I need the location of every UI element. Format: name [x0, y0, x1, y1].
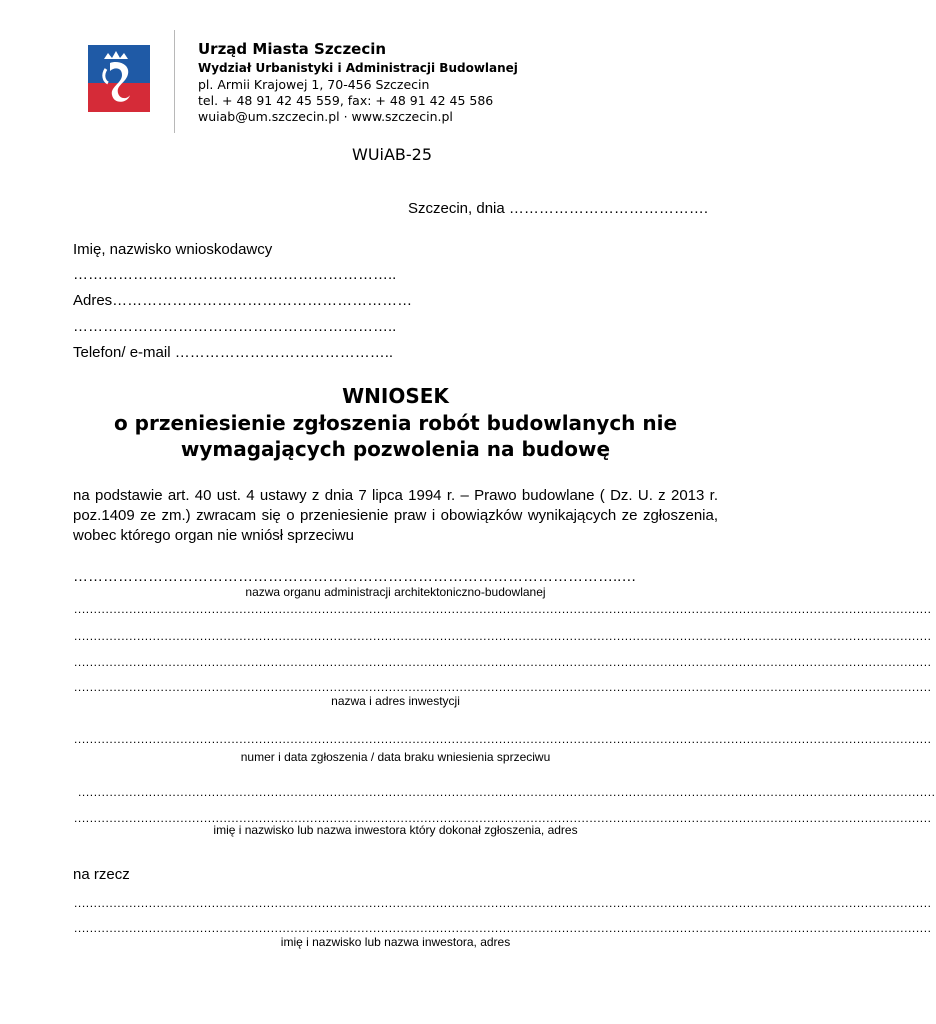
header-divider [174, 30, 175, 133]
city-logo [88, 45, 150, 112]
new-investor-line-2: .......................................................................................................................................................................................................................... [74, 921, 932, 935]
legal-basis-text: na podstawie art. 40 ust. 4 ustawy z dnia 7 lipca 1994 r. – Prawo budowlane ( Dz. U. z 2013 r. poz.1409 ze zm.) zwracam się o przeniesienie praw i obowiązków wynikających ze zgłoszenia, wobec którego organ nie wniósł sprzeciwu [73, 487, 718, 544]
organ-caption: nazwa organu administracji architektoniczno-budowlanej [245, 585, 546, 599]
investment-line-4: .......................................................................................................................................................................................................................... [74, 680, 932, 694]
department-name: Wydział Urbanistyki i Administracji Budowlanej [198, 61, 518, 75]
applicant-address-line: Adres…………………………………………………… [73, 292, 413, 309]
investment-caption: nazwa i adres inwestycji [331, 694, 460, 708]
investor-caption: imię i nazwisko lub nazwa inwestora który dokonał zgłoszenia, adres [213, 823, 578, 837]
office-contact: wuiab@um.szczecin.pl · www.szczecin.pl [198, 109, 453, 124]
on-behalf-label: na rzecz [73, 866, 130, 883]
submission-caption: numer i data zgłoszenia / data braku wniesienia sprzeciwu [240, 750, 551, 764]
investment-line-1: .......................................................................................................................................................................................................................... [74, 602, 932, 616]
office-name: Urząd Miasta Szczecin [198, 40, 387, 58]
office-address: pl. Armii Krajowej 1, 70-456 Szczecin [198, 77, 430, 92]
investor-line-1: .......................................................................................................................................................................................................................... [78, 785, 936, 799]
applicant-phone-line: Telefon/ e-mail …………………………………….. [73, 344, 394, 361]
applicant-name-label: Imię, nazwisko wnioskodawcy [73, 241, 273, 258]
office-phone: tel. + 48 91 42 45 559, fax: + 48 91 42 45 586 [198, 93, 494, 108]
organ-line: ………………………………………………………………………………………………..… [73, 568, 637, 585]
new-investor-caption: imię i nazwisko lub nazwa inwestora, adres [280, 935, 511, 949]
applicant-address-line-2: ……………………………………………………….. [73, 318, 397, 335]
date-line: Szczecin, dnia …………………………………. [408, 200, 709, 217]
investment-line-3: .......................................................................................................................................................................................................................... [74, 655, 932, 669]
submission-line: .......................................................................................................................................................................................................................... [74, 732, 932, 746]
new-investor-line-1: .......................................................................................................................................................................................................................... [74, 896, 932, 910]
investment-line-2: .......................................................................................................................................................................................................................... [74, 629, 932, 643]
investor-line-2: .......................................................................................................................................................................................................................... [74, 811, 932, 825]
form-title: WNIOSEK [342, 384, 449, 408]
form-code: WUiAB-25 [352, 145, 433, 164]
form-subtitle-1: o przeniesienie zgłoszenia robót budowlanych nie [113, 411, 678, 435]
form-subtitle-2: wymagających pozwolenia na budowę [180, 437, 611, 461]
applicant-name-line: ……………………………………………………….. [73, 266, 397, 283]
